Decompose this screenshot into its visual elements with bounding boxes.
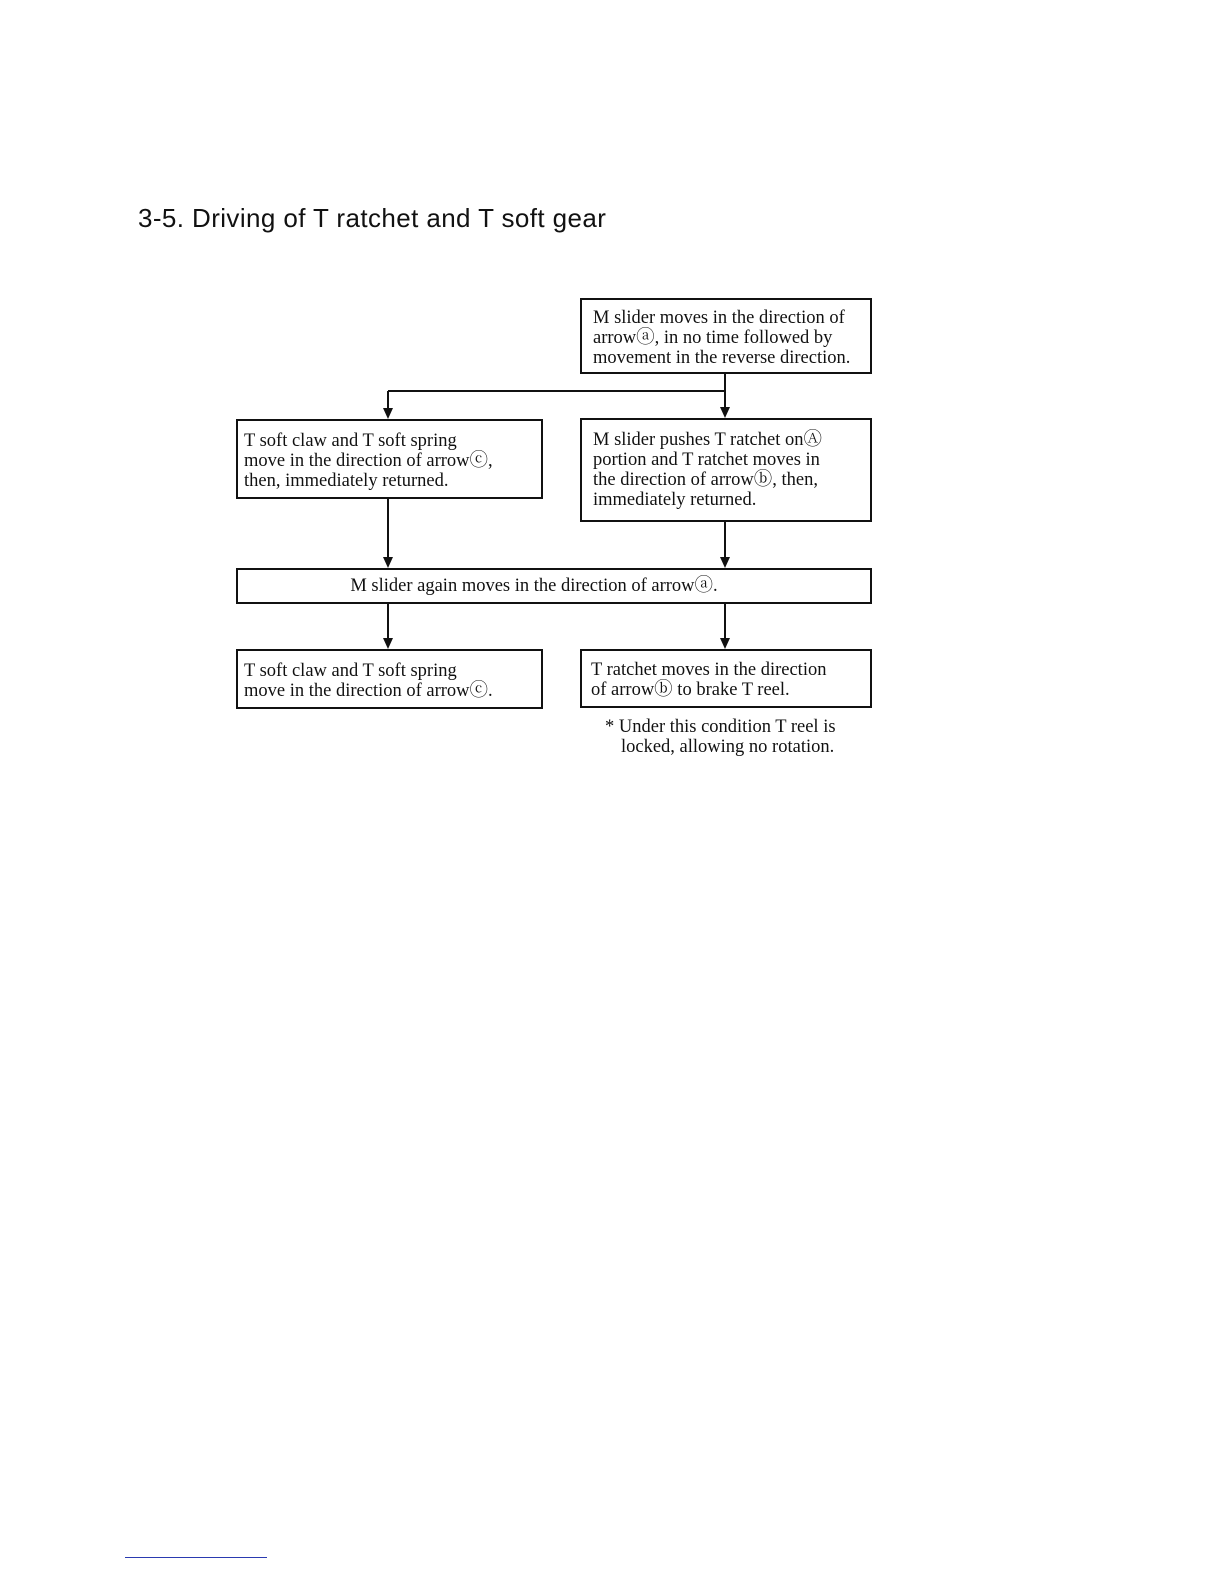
arrowhead-right2 [720, 638, 730, 649]
flow-box-left-branch-1 [236, 419, 543, 499]
arrowhead-left2 [383, 638, 393, 649]
flow-box-start [580, 298, 872, 374]
flow-box-line: move in the direction of arrowⓒ, [244, 451, 493, 471]
flow-box-line: M slider moves in the direction of [593, 308, 845, 328]
arrowhead-merge-left [383, 557, 393, 568]
flow-box-line: movement in the reverse direction. [593, 348, 851, 368]
flow-box-line: of arrowⓑ to brake T reel. [591, 680, 790, 700]
arrowhead-merge-right [720, 557, 730, 568]
section-title: 3-5. Driving of T ratchet and T soft gear [138, 203, 607, 233]
arrowhead-left1 [383, 408, 393, 419]
flow-box-left-branch-2 [236, 649, 543, 709]
footnote [605, 717, 836, 757]
footnote-line: locked, allowing no rotation. [621, 737, 835, 757]
flow-box-line: move in the direction of arrowⓒ. [244, 681, 493, 701]
flow-box-right-branch-2 [580, 649, 872, 708]
footer-divider [125, 1557, 267, 1558]
flow-box-line: M slider pushes T ratchet onⒶ [593, 430, 822, 450]
flow-box-merge [236, 568, 872, 604]
flow-box-line: T ratchet moves in the direction [591, 660, 827, 680]
flow-box-line: the direction of arrowⓑ, then, [593, 470, 819, 490]
flow-box-line: then, immediately returned. [244, 471, 449, 491]
flow-box-line: portion and T ratchet moves in [593, 450, 820, 470]
flow-box-line: M slider again moves in the direction of arrowⓐ. [350, 576, 718, 596]
footnote-line: * Under this condition T reel is [605, 717, 836, 737]
flow-box-line: arrowⓐ, in no time followed by [593, 328, 833, 348]
flow-box-line: T soft claw and T soft spring [244, 431, 457, 451]
flow-box-line: immediately returned. [593, 490, 757, 510]
flow-box-right-branch-1 [580, 418, 872, 522]
flow-box-line: T soft claw and T soft spring [244, 661, 457, 681]
arrowhead-right1 [720, 407, 730, 418]
